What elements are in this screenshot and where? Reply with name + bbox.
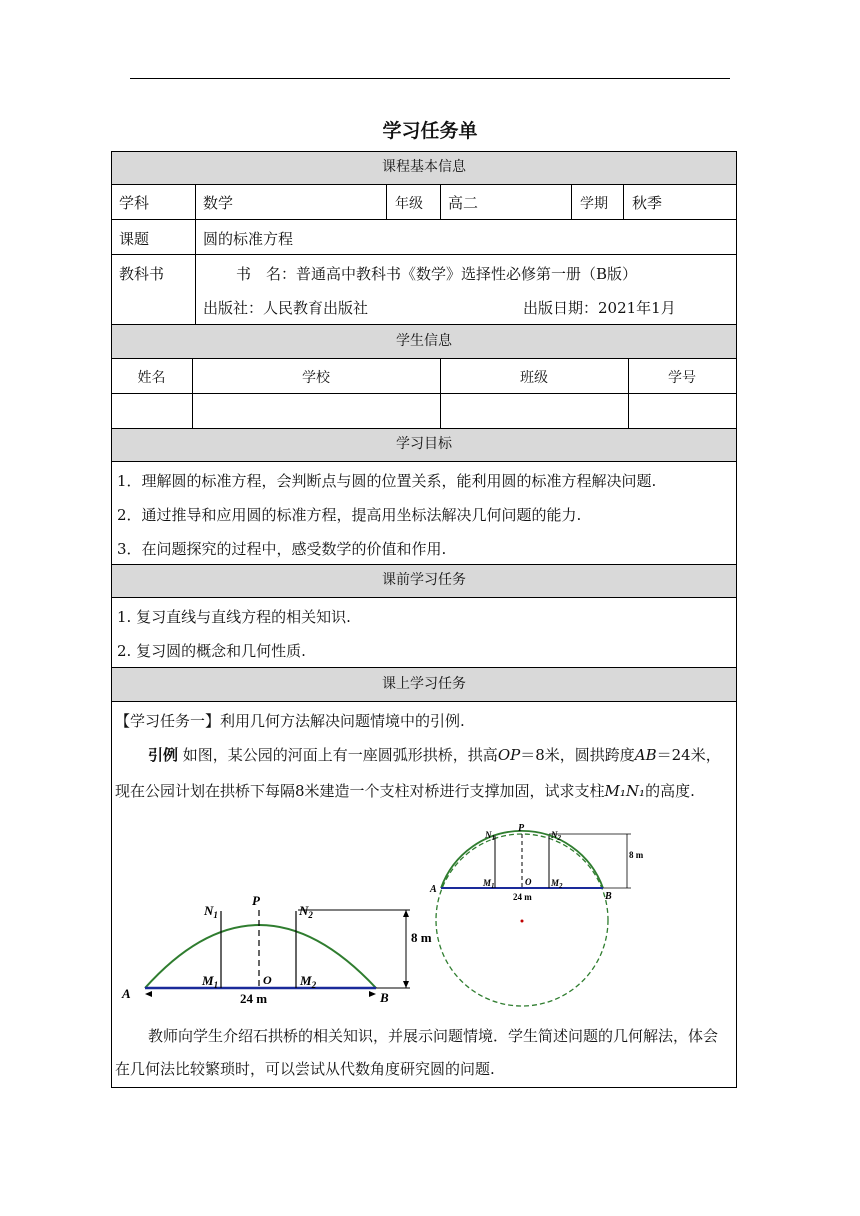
circle-center-dot	[521, 920, 524, 923]
label-m2: $M_2$	[300, 973, 317, 990]
label-n2: $N_2$	[551, 830, 561, 842]
label-n2: $N_2$	[299, 903, 313, 920]
arch-arc	[145, 925, 376, 988]
label-o: O	[525, 877, 532, 887]
section-student-info: 学生信息	[111, 324, 737, 358]
label-m1: $M_1$	[483, 878, 495, 890]
goal-item-3: 3．在问题探究的过程中，感受数学的价值和作用.	[117, 540, 447, 558]
label-p: P	[518, 823, 525, 834]
student-name-label: 姓名	[137, 370, 166, 386]
label-span: 24 m	[240, 991, 268, 1006]
term-value: 秋季	[632, 194, 663, 212]
label-n1: $N_1$	[204, 903, 218, 920]
student-school-label: 学校	[302, 370, 330, 386]
label-b: B	[605, 891, 612, 902]
label-a: A	[430, 884, 437, 895]
page-title: 学习任务单	[382, 120, 478, 142]
topic-label: 课题	[119, 230, 150, 248]
student-school-field[interactable]	[193, 394, 440, 428]
goal-item-1: 1．理解圆的标准方程，会判断点与圆的位置关系，能利用圆的标准方程解决问题.	[117, 472, 657, 490]
topic-value: 圆的标准方程	[203, 230, 294, 248]
goal-item-2: 2．通过推导和应用圆的标准方程，提高用坐标法解决几何问题的能力.	[117, 506, 582, 524]
pre-task-2: 2. 复习圆的概念和几何性质.	[117, 642, 306, 660]
label-span: 24 m	[513, 892, 532, 902]
grade-label: 年级	[395, 196, 423, 212]
textbook-label: 教科书	[119, 265, 165, 283]
subject-value: 数学	[203, 194, 234, 212]
label-height: 8 m	[629, 850, 644, 860]
section-course-info: 课程基本信息	[111, 151, 737, 184]
label-p: P	[252, 893, 260, 908]
header-rule	[130, 78, 730, 79]
student-name-field[interactable]	[112, 394, 192, 428]
student-id-field[interactable]	[629, 394, 736, 428]
student-class-label: 班级	[520, 370, 548, 386]
student-class-field[interactable]	[441, 394, 628, 428]
bridge-figure-left	[118, 890, 438, 1010]
grade-value: 高二	[448, 194, 479, 212]
task1-heading: 【学习任务一】利用几何方法解决问题情境中的引例.	[115, 712, 465, 730]
section-pre-tasks: 课前学习任务	[111, 564, 737, 597]
label-m2: $M_2$	[551, 878, 563, 890]
student-id-label: 学号	[668, 370, 696, 386]
label-height: 8 m	[411, 930, 432, 945]
publisher: 出版社：人民教育出版社	[203, 299, 369, 317]
section-class-tasks: 课上学习任务	[111, 667, 737, 701]
label-a: A	[122, 986, 131, 1001]
textbook-name: 书 名：普通高中教科书《数学》选择性必修第一册（B版）	[236, 265, 638, 283]
term-label: 学期	[580, 196, 608, 212]
label-b: B	[380, 990, 389, 1005]
label-o: O	[263, 973, 272, 987]
publish-date: 出版日期：2021年1月	[523, 299, 676, 317]
subject-label: 学科	[119, 194, 150, 212]
label-m1: $M_1$	[202, 973, 219, 990]
pre-task-1: 1. 复习直线与直线方程的相关知识.	[117, 608, 351, 626]
bridge-figure-right	[425, 822, 650, 1012]
closing-line-2: 在几何法比较繁琐时，可以尝试从代数角度研究圆的问题.	[115, 1060, 495, 1078]
example-line-2: 现在公园计划在拱桥下每隔8米建造一个支柱对桥进行支撑加固，试求支柱M₁N₁的高度.	[115, 782, 695, 800]
closing-line-1: 教师向学生介绍石拱桥的相关知识，并展示问题情境．学生简述问题的几何解法，体会	[148, 1027, 719, 1045]
section-goals: 学习目标	[111, 428, 737, 461]
example-label: 引例	[148, 746, 179, 764]
example-line-1: 引例 如图，某公园的河面上有一座圆弧形拱桥，拱高OP＝8米，圆拱跨度AB＝24米，	[148, 746, 721, 764]
label-n1: $N_1$	[485, 830, 495, 842]
